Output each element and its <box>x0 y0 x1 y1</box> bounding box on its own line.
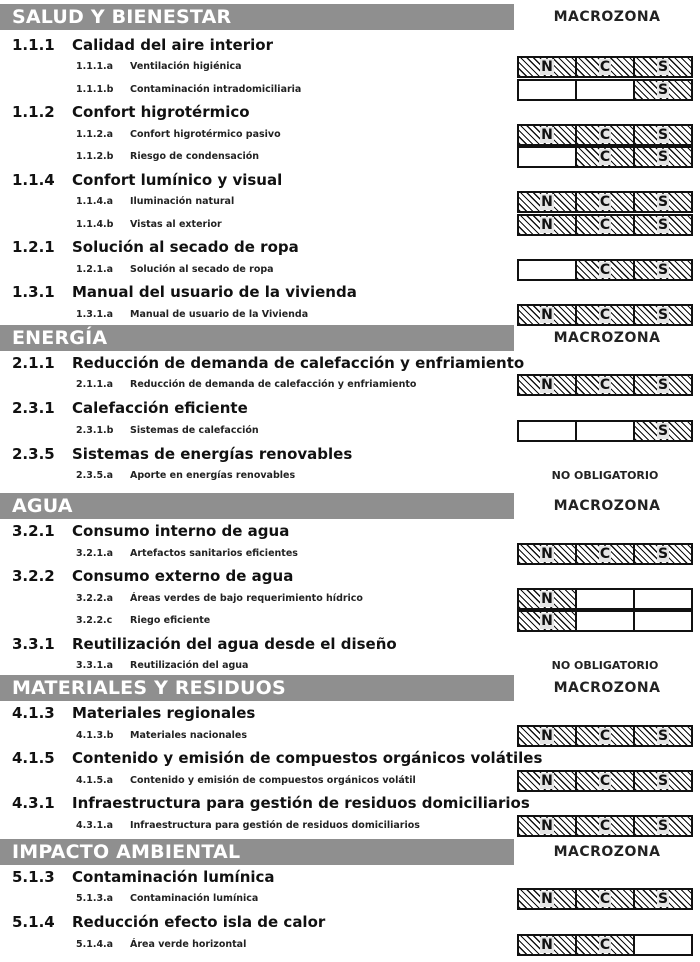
zone-boxes <box>517 543 693 565</box>
zone-letter-south: S <box>657 818 669 834</box>
requirement-row <box>0 815 700 837</box>
zone-letter-south: S <box>657 149 669 165</box>
category-code: 1.3.1 <box>12 283 55 301</box>
category-code: 5.1.3 <box>12 868 55 886</box>
category-row <box>0 633 700 655</box>
zone-box-south <box>635 545 691 563</box>
requirement-row <box>0 888 700 910</box>
zone-letter-south: S <box>657 307 669 323</box>
requirement-row <box>0 465 700 487</box>
zone-letter-center: C <box>599 818 611 834</box>
category-row <box>0 101 700 123</box>
zone-box-north <box>519 422 577 440</box>
zone-box-south <box>635 261 691 279</box>
requirement-code: 1.1.4.a <box>76 196 114 207</box>
macrozona-label: MACROZONA <box>553 498 661 514</box>
zone-box-south <box>635 216 691 234</box>
requirement-name: Manual de usuario de la Vivienda <box>130 309 309 320</box>
zone-box-north <box>519 890 577 908</box>
zone-box-center <box>577 727 635 745</box>
zone-letter-north: N <box>541 127 553 143</box>
category-name: Confort higrotérmico <box>72 103 250 121</box>
requirement-name: Solución al secado de ropa <box>130 264 274 275</box>
zone-box-north <box>519 148 577 166</box>
zone-box-center <box>577 58 635 76</box>
category-code: 4.3.1 <box>12 794 55 812</box>
requirement-code: 3.2.1.a <box>76 548 114 559</box>
requirement-name: Vistas al exterior <box>130 219 222 230</box>
zone-boxes <box>517 815 693 837</box>
category-code: 4.1.5 <box>12 749 55 767</box>
zone-letter-south: S <box>657 127 669 143</box>
section-title: SALUD Y BIENESTAR <box>0 4 514 30</box>
requirement-row <box>0 420 700 442</box>
requirement-row <box>0 304 700 326</box>
requirement-code: 3.2.2.a <box>76 593 114 604</box>
requirement-row <box>0 56 700 78</box>
zone-box-south <box>635 936 691 954</box>
category-name: Sistemas de energías renovables <box>72 445 353 463</box>
zone-boxes <box>517 770 693 792</box>
zone-letter-south: S <box>657 377 669 393</box>
requirement-row <box>0 655 700 677</box>
zone-letter-center: C <box>599 773 611 789</box>
requirement-name: Áreas verdes de bajo requerimiento hídrico <box>130 593 363 604</box>
zone-box-north <box>519 126 577 144</box>
zone-boxes <box>517 725 693 747</box>
zone-letter-south: S <box>657 262 669 278</box>
requirement-row <box>0 79 700 101</box>
zone-box-north <box>519 306 577 324</box>
zone-boxes <box>517 610 693 632</box>
category-row <box>0 169 700 191</box>
category-code: 3.2.1 <box>12 522 55 540</box>
zone-letter-center: C <box>599 194 611 210</box>
zone-box-center <box>577 422 635 440</box>
category-row <box>0 866 700 888</box>
requirement-name: Aporte en energías renovables <box>130 470 296 481</box>
zone-box-center <box>577 261 635 279</box>
category-name: Materiales regionales <box>72 704 256 722</box>
zone-box-center <box>577 306 635 324</box>
category-name: Contenido y emisión de compuestos orgánicos volátiles <box>72 749 543 767</box>
category-code: 3.3.1 <box>12 635 55 653</box>
requirement-code: 4.3.1.a <box>76 820 114 831</box>
zone-letter-center: C <box>599 891 611 907</box>
requirement-name: Materiales nacionales <box>130 730 247 741</box>
category-code: 2.1.1 <box>12 354 55 372</box>
zone-box-south <box>635 612 691 630</box>
requirement-code: 4.1.5.a <box>76 775 114 786</box>
zone-box-north <box>519 590 577 608</box>
requirement-row <box>0 259 700 281</box>
zone-boxes <box>517 259 693 281</box>
macrozona-label: MACROZONA <box>553 844 661 860</box>
section-title: AGUA <box>0 493 514 519</box>
zone-letter-center: C <box>599 262 611 278</box>
zone-letter-north: N <box>541 217 553 233</box>
zone-box-south <box>635 58 691 76</box>
requirement-row <box>0 124 700 146</box>
requirement-row <box>0 214 700 236</box>
requirement-code: 1.1.1.a <box>76 61 114 72</box>
zone-letter-north: N <box>541 377 553 393</box>
zone-letter-north: N <box>541 613 553 629</box>
zone-letter-north: N <box>541 728 553 744</box>
zone-boxes <box>517 420 693 442</box>
section-title: ENERGÍA <box>0 325 514 351</box>
zone-boxes <box>517 124 693 146</box>
zone-box-center <box>577 81 635 99</box>
category-row <box>0 34 700 56</box>
category-row <box>0 702 700 724</box>
zone-box-center <box>577 193 635 211</box>
category-row <box>0 397 700 419</box>
category-row <box>0 911 700 933</box>
category-name: Contaminación lumínica <box>72 868 275 886</box>
zone-letter-north: N <box>541 937 553 953</box>
requirement-code: 4.1.3.b <box>76 730 114 741</box>
category-row <box>0 281 700 303</box>
category-row <box>0 792 700 814</box>
zone-letter-center: C <box>599 377 611 393</box>
category-name: Calidad del aire interior <box>72 36 273 54</box>
requirement-code: 5.1.4.a <box>76 939 114 950</box>
requirement-row <box>0 588 700 610</box>
zone-box-north <box>519 545 577 563</box>
zone-letter-north: N <box>541 591 553 607</box>
zone-letter-north: N <box>541 194 553 210</box>
requirement-row <box>0 146 700 168</box>
zone-letter-south: S <box>657 82 669 98</box>
zone-letter-south: S <box>657 194 669 210</box>
macrozona-label: MACROZONA <box>553 330 661 346</box>
zone-boxes <box>517 191 693 213</box>
requirement-name: Iluminación natural <box>130 196 235 207</box>
requirement-name: Contenido y emisión de compuestos orgánicos volátil <box>130 775 416 786</box>
requirement-name: Riesgo de condensación <box>130 151 260 162</box>
zone-box-north <box>519 58 577 76</box>
zone-boxes <box>517 934 693 956</box>
zone-boxes <box>517 304 693 326</box>
zone-boxes <box>517 374 693 396</box>
zone-letter-center: C <box>599 217 611 233</box>
zone-boxes <box>517 588 693 610</box>
requirement-row <box>0 934 700 956</box>
category-code: 5.1.4 <box>12 913 55 931</box>
zone-box-south <box>635 772 691 790</box>
zone-box-south <box>635 422 691 440</box>
zone-letter-north: N <box>541 307 553 323</box>
zone-box-north <box>519 936 577 954</box>
zone-letter-north: N <box>541 546 553 562</box>
category-code: 1.1.4 <box>12 171 55 189</box>
category-name: Consumo interno de agua <box>72 522 290 540</box>
requirement-row <box>0 610 700 632</box>
section-header <box>0 4 700 30</box>
category-name: Reducción efecto isla de calor <box>72 913 326 931</box>
zone-box-north <box>519 612 577 630</box>
category-code: 3.2.2 <box>12 567 55 585</box>
zone-letter-north: N <box>541 818 553 834</box>
zone-boxes <box>517 56 693 78</box>
requirement-name: Ventilación higiénica <box>130 61 242 72</box>
zone-box-center <box>577 148 635 166</box>
requirement-name: Infraestructura para gestión de residuos domiciliarios <box>130 820 420 831</box>
zone-box-south <box>635 890 691 908</box>
zone-letter-north: N <box>541 59 553 75</box>
zone-letter-south: S <box>657 217 669 233</box>
zone-letter-center: C <box>599 59 611 75</box>
zone-letter-north: N <box>541 891 553 907</box>
category-row <box>0 236 700 258</box>
category-row <box>0 352 700 374</box>
requirement-code: 1.1.4.b <box>76 219 114 230</box>
requirement-row <box>0 770 700 792</box>
zone-box-north <box>519 81 577 99</box>
requirement-name: Reducción de demanda de calefacción y enfriamiento <box>130 379 417 390</box>
zone-box-south <box>635 306 691 324</box>
section-header <box>0 675 700 701</box>
category-code: 1.1.1 <box>12 36 55 54</box>
zone-box-north <box>519 193 577 211</box>
section-title: IMPACTO AMBIENTAL <box>0 839 514 865</box>
category-code: 4.1.3 <box>12 704 55 722</box>
requirement-code: 3.3.1.a <box>76 660 114 671</box>
zone-letter-south: S <box>657 773 669 789</box>
requirement-name: Riego eficiente <box>130 615 211 626</box>
category-row <box>0 520 700 542</box>
requirement-row <box>0 191 700 213</box>
requirement-code: 2.3.5.a <box>76 470 114 481</box>
requirement-code: 2.3.1.b <box>76 425 114 436</box>
category-name: Consumo externo de agua <box>72 567 294 585</box>
requirement-row <box>0 725 700 747</box>
category-name: Calefacción eficiente <box>72 399 248 417</box>
zone-letter-south: S <box>657 423 669 439</box>
requirement-name: Contaminación intradomiciliaria <box>130 84 302 95</box>
requirement-code: 1.1.2.b <box>76 151 114 162</box>
zone-box-center <box>577 590 635 608</box>
zone-box-south <box>635 81 691 99</box>
section-header <box>0 839 700 865</box>
category-row <box>0 565 700 587</box>
section-title: MATERIALES Y RESIDUOS <box>0 675 514 701</box>
category-name: Infraestructura para gestión de residuos domiciliarios <box>72 794 530 812</box>
zone-box-south <box>635 817 691 835</box>
zone-box-north <box>519 216 577 234</box>
zone-box-center <box>577 890 635 908</box>
zone-letter-south: S <box>657 546 669 562</box>
zone-box-center <box>577 545 635 563</box>
requirement-code: 1.2.1.a <box>76 264 114 275</box>
zone-box-center <box>577 612 635 630</box>
zone-letter-south: S <box>657 891 669 907</box>
section-header <box>0 493 700 519</box>
category-name: Reutilización del agua desde el diseño <box>72 635 397 653</box>
zone-box-center <box>577 817 635 835</box>
requirement-name: Sistemas de calefacción <box>130 425 259 436</box>
requirement-row <box>0 374 700 396</box>
requirement-row <box>0 543 700 565</box>
requirement-code: 3.2.2.c <box>76 615 113 626</box>
requirement-name: Confort higrotérmico pasivo <box>130 129 281 140</box>
category-name: Solución al secado de ropa <box>72 238 299 256</box>
zone-letter-center: C <box>599 546 611 562</box>
zone-letter-center: C <box>599 728 611 744</box>
zone-box-center <box>577 126 635 144</box>
zone-boxes <box>517 146 693 168</box>
no-obligatorio-label: NO OBLIGATORIO <box>551 659 659 672</box>
category-name: Manual del usuario de la vivienda <box>72 283 357 301</box>
zone-box-center <box>577 376 635 394</box>
zone-letter-center: C <box>599 127 611 143</box>
zone-box-south <box>635 193 691 211</box>
zone-box-north <box>519 817 577 835</box>
zone-box-south <box>635 727 691 745</box>
zone-box-center <box>577 216 635 234</box>
requirement-name: Área verde horizontal <box>130 939 247 950</box>
zone-box-north <box>519 261 577 279</box>
requirement-code: 2.1.1.a <box>76 379 114 390</box>
zone-boxes <box>517 79 693 101</box>
requirement-name: Reutilización del agua <box>130 660 249 671</box>
zone-boxes <box>517 888 693 910</box>
category-code: 1.2.1 <box>12 238 55 256</box>
requirement-code: 1.1.2.a <box>76 129 114 140</box>
zone-box-center <box>577 772 635 790</box>
section-header <box>0 325 700 351</box>
requirement-code: 1.1.1.b <box>76 84 114 95</box>
zone-box-south <box>635 148 691 166</box>
category-row <box>0 443 700 465</box>
zone-box-south <box>635 590 691 608</box>
macrozona-label: MACROZONA <box>553 9 661 25</box>
category-code: 2.3.5 <box>12 445 55 463</box>
zone-letter-north: N <box>541 773 553 789</box>
zone-box-south <box>635 376 691 394</box>
category-row <box>0 747 700 769</box>
no-obligatorio-label: NO OBLIGATORIO <box>551 469 659 482</box>
zone-box-south <box>635 126 691 144</box>
zone-letter-center: C <box>599 937 611 953</box>
zone-box-north <box>519 727 577 745</box>
requirement-name: Contaminación lumínica <box>130 893 259 904</box>
zone-boxes <box>517 214 693 236</box>
zone-letter-south: S <box>657 59 669 75</box>
category-name: Confort lumínico y visual <box>72 171 283 189</box>
requirement-code: 1.3.1.a <box>76 309 114 320</box>
zone-letter-south: S <box>657 728 669 744</box>
zone-letter-center: C <box>599 149 611 165</box>
zone-box-center <box>577 936 635 954</box>
category-code: 1.1.2 <box>12 103 55 121</box>
zone-box-north <box>519 376 577 394</box>
requirement-name: Artefactos sanitarios eficientes <box>130 548 298 559</box>
category-name: Reducción de demanda de calefacción y enfriamiento <box>72 354 525 372</box>
requirement-code: 5.1.3.a <box>76 893 114 904</box>
zone-letter-center: C <box>599 307 611 323</box>
macrozona-label: MACROZONA <box>553 680 661 696</box>
category-code: 2.3.1 <box>12 399 55 417</box>
zone-box-north <box>519 772 577 790</box>
